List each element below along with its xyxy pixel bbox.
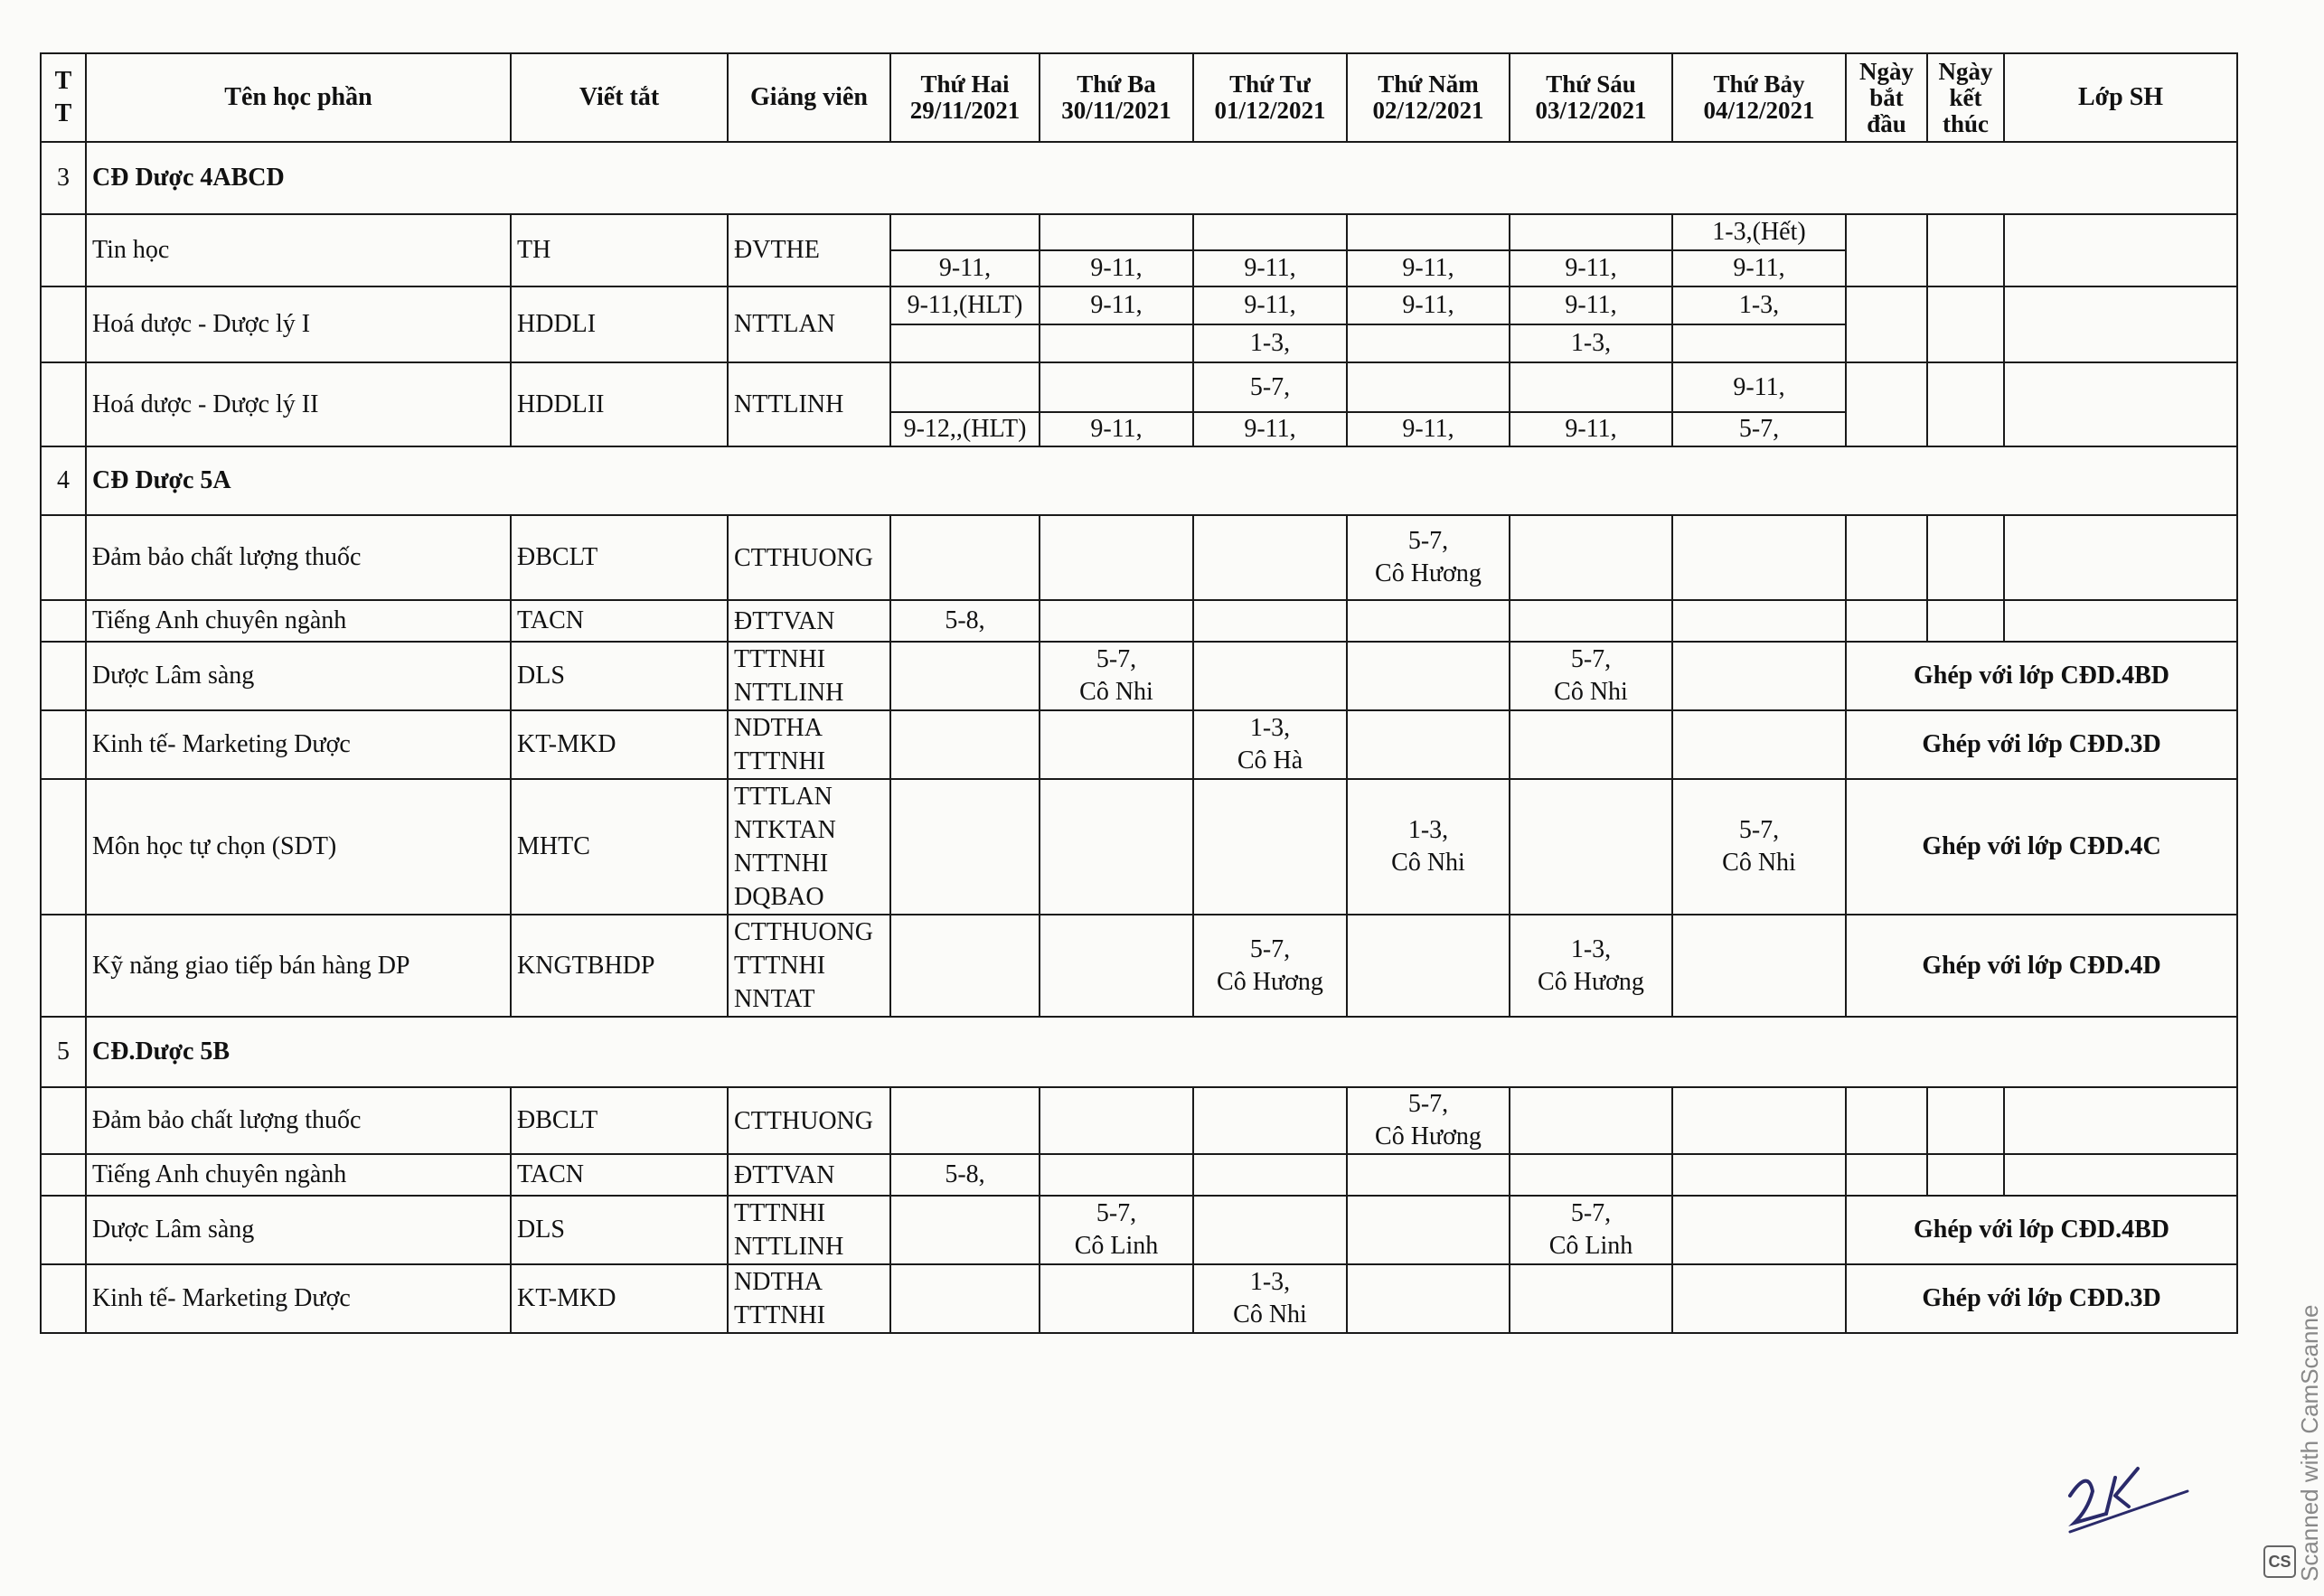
- schedule-cell: 1-3, Cô Hương: [1510, 915, 1672, 1017]
- section-row: [41, 1017, 2237, 1087]
- course-abbr: DLS: [511, 1196, 728, 1264]
- schedule-cell: [1347, 1154, 1510, 1196]
- schedule-cell: 1-3,(Hết): [1672, 214, 1846, 250]
- course-teacher: [728, 915, 890, 1017]
- header-row: [41, 53, 2237, 142]
- course-teacher: ĐVTHE: [728, 214, 890, 286]
- table-row: [41, 915, 2237, 1017]
- section-num: 4: [41, 446, 86, 515]
- merged-class-note: Ghép với lớp CĐD.4C: [1846, 779, 2237, 915]
- teacher-code: CTTHUONG: [734, 543, 873, 572]
- schedule-cell: 5-7, Cô Hương: [1193, 915, 1347, 1017]
- schedule-cell: [1347, 710, 1510, 779]
- schedule-cell: 5-8,: [890, 600, 1040, 642]
- schedule-cell: [1347, 1264, 1510, 1333]
- schedule-cell: [1040, 214, 1193, 250]
- course-abbr: TACN: [511, 600, 728, 642]
- schedule-cell: 9-11,: [1510, 412, 1672, 446]
- course-name: Tiếng Anh chuyên ngành: [86, 600, 511, 642]
- watermark-text: Scanned with CamScanne: [2296, 1304, 2323, 1582]
- schedule-cell: [1672, 600, 1846, 642]
- schedule-cell: [890, 515, 1040, 600]
- section-row: [41, 446, 2237, 515]
- schedule-cell: 5-7,: [1672, 412, 1846, 446]
- merged-class-note: Ghép với lớp CĐD.4D: [1846, 915, 2237, 1017]
- camscanner-icon: CS: [2263, 1545, 2296, 1578]
- schedule-cell: 5-7, Cô Nhi: [1040, 642, 1193, 710]
- course-name: Kinh tế- Marketing Dược: [86, 1264, 511, 1333]
- schedule-cell: [1510, 1264, 1672, 1333]
- col-fri: Thứ Sáu 03/12/2021: [1510, 53, 1672, 142]
- col-tue: Thứ Ba 30/11/2021: [1040, 53, 1193, 142]
- schedule-cell: 9-11,: [890, 250, 1040, 286]
- schedule-cell: 1-3,: [1672, 286, 1846, 324]
- schedule-cell: [1510, 779, 1672, 915]
- col-class: Lớp SH: [2004, 53, 2237, 142]
- schedule-cell: [1040, 710, 1193, 779]
- schedule-cell: [890, 642, 1040, 710]
- course-name: Dược Lâm sàng: [86, 1196, 511, 1264]
- schedule-cell: [1193, 779, 1347, 915]
- schedule-cell: [1672, 1087, 1846, 1154]
- schedule-cell: 5-7, Cô Nhi: [1672, 779, 1846, 915]
- schedule-cell: 1-3,: [1510, 324, 1672, 362]
- schedule-cell: [890, 915, 1040, 1017]
- course-name: Tin học: [86, 214, 511, 286]
- course-teacher: [728, 1196, 890, 1264]
- schedule-cell: 5-7, Cô Hương: [1347, 1087, 1510, 1154]
- schedule-cell: [1040, 1087, 1193, 1154]
- course-abbr: HDDLII: [511, 362, 728, 446]
- table-row: [41, 515, 2237, 600]
- col-course-name: Tên học phần: [86, 53, 511, 142]
- schedule-cell: [1040, 515, 1193, 600]
- teacher-code: NNTAT: [734, 985, 815, 1013]
- teacher-code: CTTHUONG: [734, 1106, 873, 1135]
- schedule-cell: [1193, 642, 1347, 710]
- teacher-code: TTTNHI: [734, 1199, 826, 1227]
- schedule-cell: 1-3, Cô Nhi: [1193, 1264, 1347, 1333]
- col-teacher: Giảng viên: [728, 53, 890, 142]
- course-name: Môn học tự chọn (SDT): [86, 779, 511, 915]
- schedule-cell: [1040, 362, 1193, 412]
- course-teacher: [728, 710, 890, 779]
- schedule-cell: [890, 779, 1040, 915]
- table-row: [41, 362, 2237, 412]
- schedule-cell: [890, 1264, 1040, 1333]
- schedule-cell: [1347, 362, 1510, 412]
- schedule-cell: 9-11,: [1672, 250, 1846, 286]
- schedule-cell: [1672, 642, 1846, 710]
- schedule-cell: [890, 1196, 1040, 1264]
- schedule-cell: [1347, 915, 1510, 1017]
- schedule-cell: [1510, 515, 1672, 600]
- schedule-cell: 5-7, Cô Nhi: [1510, 642, 1672, 710]
- signature: [2052, 1441, 2197, 1550]
- merged-class-note: Ghép với lớp CĐD.4BD: [1846, 1196, 2237, 1264]
- schedule-cell: 9-11,: [1040, 286, 1193, 324]
- course-teacher: [728, 642, 890, 710]
- schedule-cell: [1040, 915, 1193, 1017]
- schedule-cell: [1347, 642, 1510, 710]
- schedule-cell: [1193, 600, 1347, 642]
- schedule-cell: [890, 710, 1040, 779]
- section-num: 3: [41, 142, 86, 214]
- schedule-sheet: [40, 52, 2236, 1449]
- schedule-cell: [890, 324, 1040, 362]
- col-sat: Thứ Bảy 04/12/2021: [1672, 53, 1846, 142]
- schedule-cell: 5-7, Cô Hương: [1347, 515, 1510, 600]
- course-name: Hoá dược - Dược lý II: [86, 362, 511, 446]
- schedule-cell: [1347, 1196, 1510, 1264]
- merged-class-note: Ghép với lớp CĐD.3D: [1846, 1264, 2237, 1333]
- schedule-cell: [1040, 1154, 1193, 1196]
- schedule-cell: 1-3, Cô Nhi: [1347, 779, 1510, 915]
- col-wed: Thứ Tư 01/12/2021: [1193, 53, 1347, 142]
- teacher-code: TTTNHI: [734, 1301, 826, 1329]
- schedule-cell: [890, 1087, 1040, 1154]
- teacher-code: ĐTTVAN: [734, 606, 835, 635]
- schedule-cell: [1040, 779, 1193, 915]
- course-abbr: MHTC: [511, 779, 728, 915]
- course-name: Kinh tế- Marketing Dược: [86, 710, 511, 779]
- course-teacher: [728, 600, 890, 642]
- schedule-cell: [1510, 710, 1672, 779]
- schedule-cell: [890, 214, 1040, 250]
- course-teacher: [728, 1087, 890, 1154]
- schedule-cell: [1347, 214, 1510, 250]
- schedule-cell: [1193, 214, 1347, 250]
- schedule-cell: [1672, 1264, 1846, 1333]
- schedule-cell: 5-7, Cô Linh: [1040, 1196, 1193, 1264]
- teacher-code: ĐTTVAN: [734, 1160, 835, 1189]
- merged-class-note: Ghép với lớp CĐD.4BD: [1846, 642, 2237, 710]
- schedule-cell: [1347, 600, 1510, 642]
- course-abbr: TACN: [511, 1154, 728, 1196]
- col-start: Ngày bắt đầu: [1846, 53, 1927, 142]
- schedule-cell: [890, 362, 1040, 412]
- schedule-cell: [1672, 1196, 1846, 1264]
- schedule-cell: 9-11,: [1040, 250, 1193, 286]
- merged-class-note: Ghép với lớp CĐD.3D: [1846, 710, 2237, 779]
- schedule-cell: 1-3,: [1193, 324, 1347, 362]
- schedule-cell: 5-8,: [890, 1154, 1040, 1196]
- table-row: [41, 214, 2237, 250]
- schedule-cell: 9-11,: [1193, 412, 1347, 446]
- schedule-cell: 9-11,: [1193, 286, 1347, 324]
- schedule-cell: [1510, 1087, 1672, 1154]
- table-row: [41, 1154, 2237, 1196]
- section-title: CĐ.Dược 5B: [86, 1017, 2237, 1087]
- course-abbr: HDDLI: [511, 286, 728, 362]
- schedule-cell: [1040, 1264, 1193, 1333]
- course-teacher: NTTLINH: [728, 362, 890, 446]
- teacher-code: TTTNHI: [734, 747, 826, 775]
- table-row: [41, 600, 2237, 642]
- schedule-cell: 9-11,: [1510, 286, 1672, 324]
- section-row: [41, 142, 2237, 214]
- schedule-cell: [1040, 324, 1193, 362]
- table-row: [41, 710, 2237, 779]
- teacher-code: DQBAO: [734, 883, 824, 911]
- teacher-code: NDTHA: [734, 1268, 823, 1296]
- course-name: Kỹ năng giao tiếp bán hàng DP: [86, 915, 511, 1017]
- course-abbr: KNGTBHDP: [511, 915, 728, 1017]
- schedule-cell: 9-11,: [1347, 250, 1510, 286]
- course-teacher: [728, 1264, 890, 1333]
- course-teacher: [728, 779, 890, 915]
- col-tt: T T: [41, 53, 86, 142]
- course-teacher: [728, 1154, 890, 1196]
- schedule-cell: [1510, 214, 1672, 250]
- course-abbr: TH: [511, 214, 728, 286]
- section-num: 5: [41, 1017, 86, 1087]
- schedule-cell: [1193, 515, 1347, 600]
- course-name: Hoá dược - Dược lý I: [86, 286, 511, 362]
- schedule-cell: [1672, 515, 1846, 600]
- teacher-code: TTTLAN: [734, 783, 833, 811]
- col-end: Ngày kết thúc: [1927, 53, 2004, 142]
- schedule-cell: [1672, 324, 1846, 362]
- schedule-cell: 9-11,: [1347, 286, 1510, 324]
- section-body-5b: [41, 1087, 2237, 1333]
- scanner-watermark: [2260, 1247, 2323, 1582]
- course-abbr: KT-MKD: [511, 710, 728, 779]
- teacher-code: NDTHA: [734, 714, 823, 742]
- schedule-cell: 1-3, Cô Hà: [1193, 710, 1347, 779]
- teacher-code: NTTLINH: [734, 1233, 844, 1261]
- course-abbr: ĐBCLT: [511, 515, 728, 600]
- schedule-cell: 5-7,: [1193, 362, 1347, 412]
- col-abbr: Viết tắt: [511, 53, 728, 142]
- schedule-cell: 9-11,(HLT): [890, 286, 1040, 324]
- schedule-cell: [1193, 1154, 1347, 1196]
- teacher-code: TTTNHI: [734, 645, 826, 673]
- table-row: [41, 1087, 2237, 1154]
- schedule-cell: 9-11,: [1672, 362, 1846, 412]
- schedule-cell: [1672, 915, 1846, 1017]
- schedule-table: [40, 52, 2238, 1334]
- schedule-cell: 5-7, Cô Linh: [1510, 1196, 1672, 1264]
- table-row: [41, 1264, 2237, 1333]
- schedule-cell: [1193, 1196, 1347, 1264]
- teacher-code: TTTNHI: [734, 952, 826, 980]
- course-teacher: NTTLAN: [728, 286, 890, 362]
- schedule-cell: [1672, 1154, 1846, 1196]
- section-title: CĐ Dược 4ABCD: [86, 142, 2237, 214]
- table-row: [41, 1196, 2237, 1264]
- section-body-5a: [41, 515, 2237, 1017]
- schedule-cell: [1347, 324, 1510, 362]
- teacher-code: NTKTAN: [734, 816, 836, 844]
- col-mon: Thứ Hai 29/11/2021: [890, 53, 1040, 142]
- schedule-cell: [1510, 600, 1672, 642]
- course-teacher: [728, 515, 890, 600]
- course-abbr: ĐBCLT: [511, 1087, 728, 1154]
- schedule-cell: [1040, 600, 1193, 642]
- table-row: [41, 286, 2237, 324]
- schedule-cell: 9-11,: [1040, 412, 1193, 446]
- schedule-cell: [1193, 1087, 1347, 1154]
- course-abbr: KT-MKD: [511, 1264, 728, 1333]
- schedule-cell: 9-12,,(HLT): [890, 412, 1040, 446]
- teacher-code: CTTHUONG: [734, 918, 873, 946]
- col-thu: Thứ Năm 02/12/2021: [1347, 53, 1510, 142]
- course-abbr: DLS: [511, 642, 728, 710]
- schedule-cell: 9-11,: [1193, 250, 1347, 286]
- schedule-cell: 9-11,: [1347, 412, 1510, 446]
- schedule-cell: 9-11,: [1510, 250, 1672, 286]
- course-name: Tiếng Anh chuyên ngành: [86, 1154, 511, 1196]
- schedule-cell: [1672, 710, 1846, 779]
- section-title: CĐ Dược 5A: [86, 446, 2237, 515]
- course-name: Dược Lâm sàng: [86, 642, 511, 710]
- teacher-code: NTTLINH: [734, 679, 844, 707]
- course-name: Đảm bảo chất lượng thuốc: [86, 515, 511, 600]
- course-name: Đảm bảo chất lượng thuốc: [86, 1087, 511, 1154]
- schedule-cell: [1510, 362, 1672, 412]
- schedule-cell: [1510, 1154, 1672, 1196]
- teacher-code: NTTNHI: [734, 850, 829, 878]
- table-row: [41, 642, 2237, 710]
- table-row: [41, 779, 2237, 915]
